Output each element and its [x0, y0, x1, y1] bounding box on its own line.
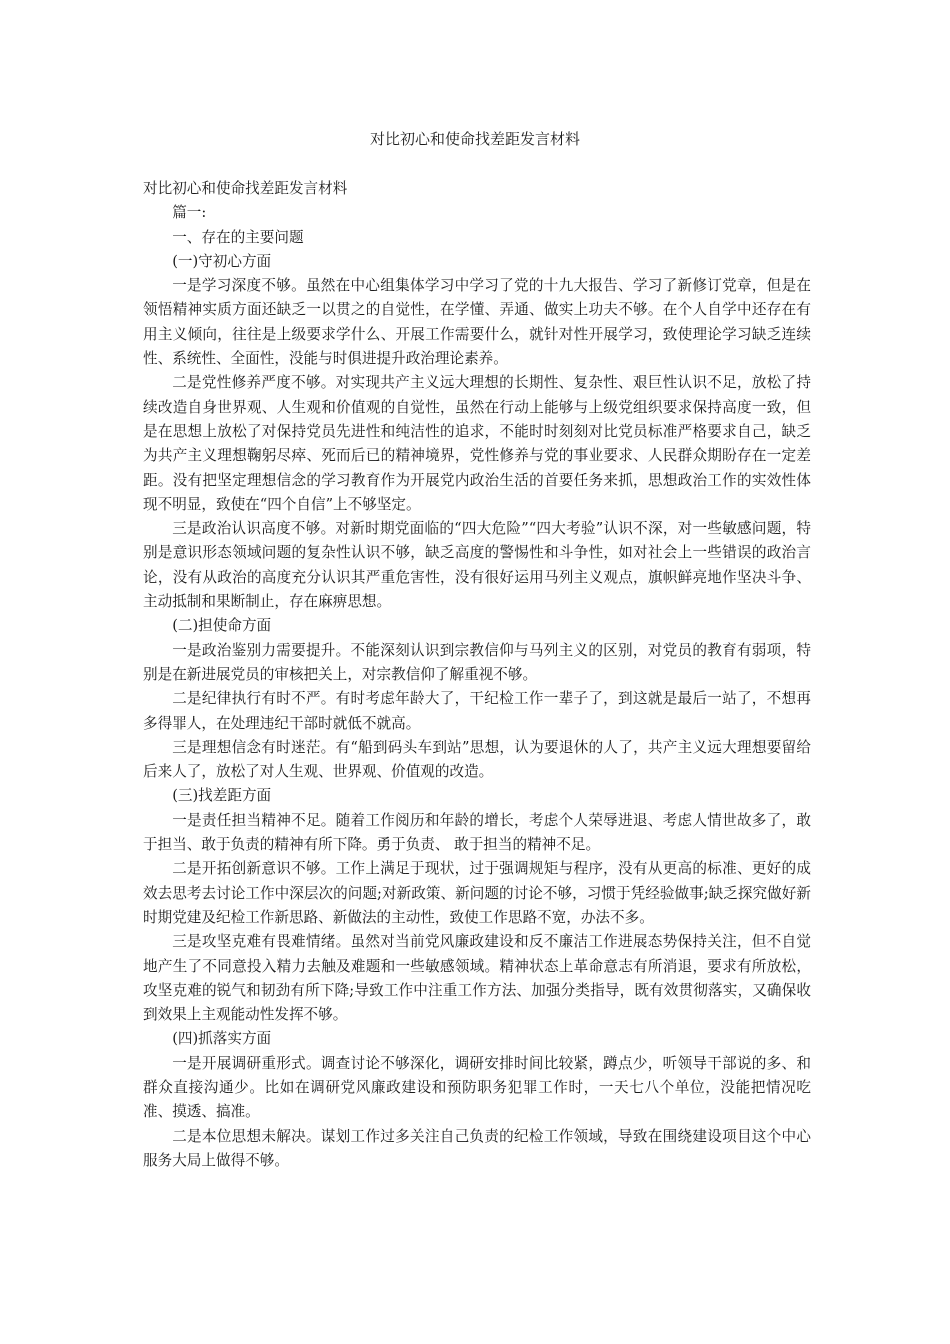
- paragraph: 三是政治认识高度不够。对新时期党面临的“四大危险”“四大考验”认识不深，对一些敏感问题，特别是意识形态领域问题的复杂性认识不够，缺乏高度的警惕性和斗争性，如对社会上一些错误的政治言论，没有从政治的高度充分认识其严重危害性，没有很好运用马列主义观点，旗帜鲜亮地作坚决斗争、主动抵制和果断制止，存在麻痹思想。: [143, 520, 811, 611]
- paragraph: 三是理想信念有时迷茫。有“船到码头车到站”思想，认为要退休的人了，共产主义远大理想要留给后来人了，放松了对人生观、世界观、价值观的改造。: [143, 738, 811, 781]
- document-body: [143, 177, 811, 1173]
- paragraph: 一是开展调研重形式。调查讨论不够深化，调研安排时间比较紧，蹲点少，听领导干部说的多、和群众直接沟通少。比如在调研党风廉政建设和预防职务犯罪工作时，一天七八个单位，没能把情况吃准、摸透、搞准。: [143, 1054, 811, 1121]
- paragraph: 一是政治鉴别力需要提升。不能深刻认识到宗教信仰与马列主义的区别，对党员的教育有弱项，特别是在新进展党员的审核把关上，对宗教信仰了解重视不够。: [143, 641, 811, 683]
- document-title: 对比初心和使命找差距发言材料: [369, 130, 580, 148]
- paragraph: 二是本位思想未解决。谋划工作过多关注自己负责的纪检工作领域，导致在围绕建设项目这个中心服务大局上做得不够。: [143, 1127, 811, 1169]
- paragraph: (一)守初心方面: [172, 252, 272, 270]
- paragraph: 二是纪律执行有时不严。有时考虑年龄大了，干纪检工作一辈子了，到这就是最后一站了，不想再多得罪人，在处理违纪干部时就低不就高。: [143, 690, 811, 732]
- paragraph: 一是学习深度不够。虽然在中心组集体学习中学习了党的十九大报告、学习了新修订党章，但是在领悟精神实质方面还缺乏一以贯之的自觉性，在学懂、弄通、做实上功夫不够。在个人自学中还存在有用主义倾向，往往是上级要求学什么、开展工作需要什么，就针对性开展学习，致使理论学习缺乏连续性、系统性、全面性，没能与时俱进提升政治理论素养。: [143, 277, 811, 368]
- paragraph: 一、存在的主要问题: [172, 228, 304, 246]
- paragraph: (二)担使命方面: [172, 617, 272, 635]
- paragraph: 对比初心和使命找差距发言材料: [143, 180, 348, 197]
- paragraph: 篇一:: [172, 204, 207, 222]
- paragraph: 二是开拓创新意识不够。工作上满足于现状，过于强调规矩与程序，没有从更高的标准、更好的成效去思考去讨论工作中深层次的问题;对新政策、新问题的讨论不够，习惯于凭经验做事;缺乏探究做好新时期党建及纪检工作新思路、新做法的主动性，致使工作思路不宽，办法不多。: [143, 860, 811, 926]
- paragraph: 一是责任担当精神不足。随着工作阅历和年龄的增长，考虑个人荣辱进退、考虑人情世故多了，敢于担当、敢于负责的精神有所下降。勇于负责、 敢于担当的精神不足。: [143, 811, 811, 854]
- paragraph: 三是攻坚克难有畏难情绪。虽然对当前党风廉政建设和反不廉洁工作进展态势保持关注，但不自觉地产生了不同意投入精力去触及难题和一些敏感领域。精神状态上革命意志有所消退，要求有所放松，攻坚克难的锐气和韧劲有所下降;导致工作中注重工作方法、加强分类指导，既有效贯彻落实，又确保收到效果上主观能动性发挥不够。: [143, 933, 811, 1024]
- paragraph: (四)抓落实方面: [172, 1030, 272, 1048]
- paragraph: (三)找差距方面: [172, 787, 272, 805]
- paragraph: 二是党性修养严度不够。对实现共产主义远大理想的长期性、复杂性、艰巨性认识不足，放松了持续改造自身世界观、人生观和价值观的自觉性，虽然在行动上能够与上级党组织要求保持高度一致，但是在思想上放松了对保持党员先进性和纯洁性的追求，不能时时刻刻对比党员标准严格要求自己，缺乏为共产主义理想鞠躬尽瘁、死而后已的精神境界，党性修养与党的事业要求、人民群众期盼存在一定差距。没有把坚定理想信念的学习教育作为开展党内政治生活的首要任务来抓，思想政治工作的实效性体现不明显，致使在“四个自信”上不够坚定。: [143, 374, 811, 513]
